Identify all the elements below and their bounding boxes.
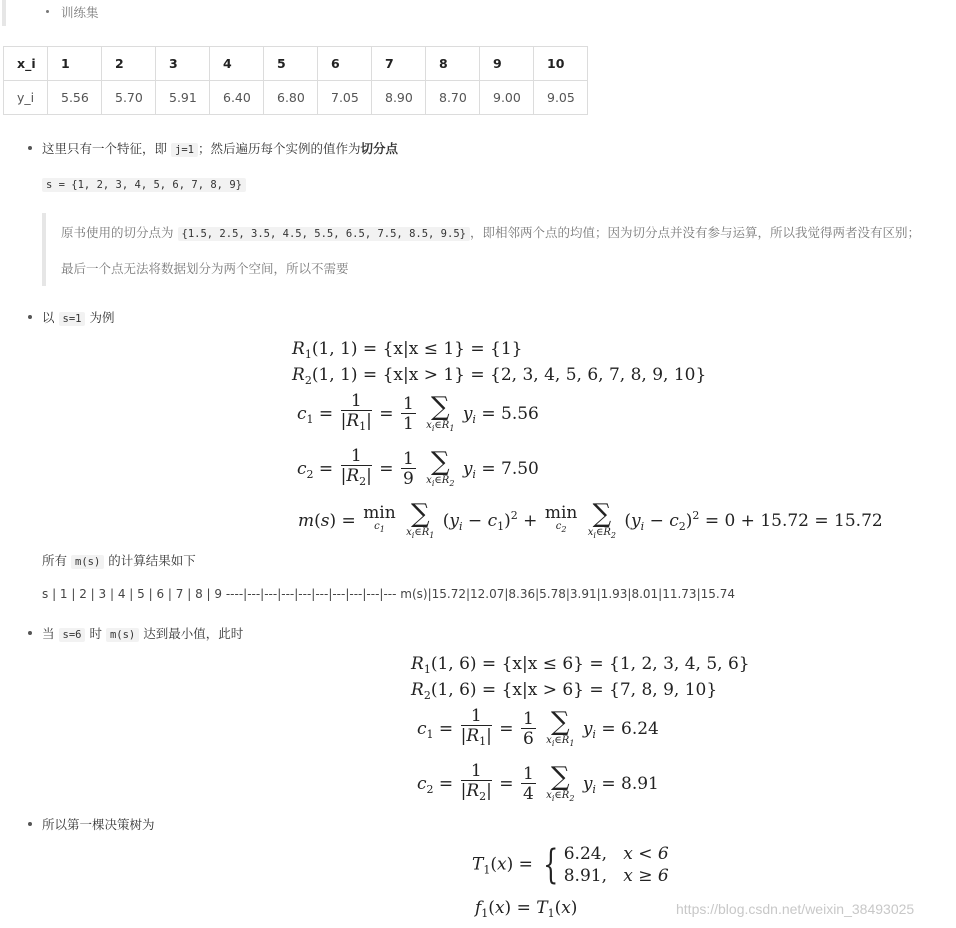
- bullet-dot: [28, 315, 32, 319]
- table-cell: 5.70: [102, 81, 156, 115]
- table-cell: 2: [102, 47, 156, 81]
- inline-code: {1.5, 2.5, 3.5, 4.5, 5.5, 6.5, 7.5, 8.5, 9.5}: [178, 227, 470, 241]
- eq-c1-s6: $c_1$ = $\frac{1}{|R_1|}$ = $\frac{1}{6}$ ∑ $x_i\in R_1$ $y_i = 6.24$: [417, 706, 659, 749]
- table-cell: 6.80: [264, 81, 318, 115]
- inline-code: s=6: [59, 628, 86, 642]
- text-span: 这里只有一个特征，即: [42, 141, 168, 156]
- table-cell: 6: [318, 47, 372, 81]
- min-at-s6-label: [42, 624, 243, 642]
- bullet-dot: [28, 631, 32, 635]
- eq-m-s1: m(s) = min $c_1$ ∑ $x_i\in R_1$ $(y_i - c_1)^2 + \min$ $c_2$ ∑ $x_i\in R_2$ $(y_i - c_2)^2 = 0 + 15.72 = 15.72$: [298, 499, 883, 540]
- math-text: {x|x ≤ 1} = {1}: [382, 339, 523, 359]
- training-data-table: [3, 46, 588, 115]
- example-s1-label: [42, 308, 114, 326]
- table-cell: 3: [156, 47, 210, 81]
- blockquote-bar: [42, 213, 46, 286]
- text-span: 以: [42, 310, 55, 325]
- table-cell: 7: [372, 47, 426, 81]
- table-cell: 8.90: [372, 81, 426, 115]
- ms-results-row: s | 1 | 2 | 3 | 4 | 5 | 6 | 7 | 8 | 9 ----|---|---|---|---|---|---|---|---|--- m(s)|15.72|12.07|8.36|5.78|3.91|1.93|8.01|11.73|15.74: [42, 587, 735, 601]
- all-ms-label: [42, 551, 196, 569]
- math-text: x < 6: [623, 844, 669, 864]
- eq-c1-s1: $c_1$ = $\frac{1}{|R_1|}$ = $\frac{1}{1}$ ∑ $x_i\in R_1$ $y_i = 5.56$: [297, 391, 539, 434]
- table-cell: 9: [480, 47, 534, 81]
- table-header-row: [4, 47, 588, 81]
- table-cell: 7.05: [318, 81, 372, 115]
- table-cell: 9.00: [480, 81, 534, 115]
- inline-code: s = {1, 2, 3, 4, 5, 6, 7, 8, 9}: [42, 178, 246, 192]
- math-text: 6.24: [621, 719, 659, 739]
- math-text: 6.24,: [563, 844, 607, 864]
- text-span: ，即相邻两个点的均值；因为切分点并没有参与运算，所以我觉得两者没有区别；: [469, 225, 920, 240]
- eq-tree-t1: $T_1(x)$ = { 6.24, x < 6 8.91, x ≥ 6: [472, 842, 669, 888]
- table-cell: 6.40: [210, 81, 264, 115]
- bullet-dot: [46, 10, 49, 13]
- math-text: 8.91,: [563, 866, 607, 886]
- text-span: 的计算结果如下: [108, 553, 196, 568]
- text-span: 为例: [89, 310, 115, 325]
- left-brace: {: [543, 842, 559, 888]
- math-text: {x|x ≤ 6} = {1, 2, 3, 4, 5, 6}: [501, 654, 750, 674]
- table-cell: 5: [264, 47, 318, 81]
- math-text: x ≥ 6: [623, 866, 669, 886]
- text-span: 原书使用的切分点为: [61, 225, 174, 240]
- feature-description: [42, 139, 398, 157]
- math-text: {x|x > 1} = {2, 3, 4, 5, 6, 7, 8, 9, 10}: [382, 365, 707, 385]
- table-cell: x_i: [4, 47, 48, 81]
- inline-code: s=1: [59, 312, 86, 326]
- piecewise-cases: [564, 843, 669, 887]
- quote-line-2: 最后一个点无法将数据划分为两个空间，所以不需要: [61, 261, 349, 276]
- bold-term: 切分点: [360, 141, 398, 156]
- math-text: 8.91: [621, 774, 659, 794]
- table-cell: 5.91: [156, 81, 210, 115]
- quote-line-1: [61, 223, 920, 241]
- text-span: 达到最小值，此时: [143, 626, 244, 641]
- training-set-label: 训练集: [61, 5, 99, 20]
- table-cell: 4: [210, 47, 264, 81]
- text-span: 当: [42, 626, 55, 641]
- math-text: = 0 + 15.72 = 15.72: [704, 511, 883, 531]
- math-text: {x|x > 6} = {7, 8, 9, 10}: [501, 680, 718, 700]
- inline-code: j=1: [171, 143, 198, 157]
- text-span: ；然后遍历每个实例的值作为: [197, 141, 361, 156]
- table-cell: 10: [534, 47, 588, 81]
- eq-c2-s6: $c_2$ = $\frac{1}{|R_2|}$ = $\frac{1}{4}$ ∑ $x_i\in R_2$ $y_i = 8.91$: [417, 761, 659, 804]
- table-cell: y_i: [4, 81, 48, 115]
- inline-code: m(s): [106, 628, 139, 642]
- math-text: 7.50: [501, 459, 539, 479]
- eq-c2-s1: $c_2$ = $\frac{1}{|R_2|}$ = $\frac{1}{9}$ ∑ $x_i\in R_2$ $y_i = 7.50$: [297, 446, 539, 489]
- table-cell: 5.56: [48, 81, 102, 115]
- table-cell: 1: [48, 47, 102, 81]
- blockquote-bar-top: [2, 0, 6, 26]
- split-points-code: [42, 176, 246, 191]
- table-cell: 8.70: [426, 81, 480, 115]
- inline-code: m(s): [71, 555, 104, 569]
- watermark-url: https://blog.csdn.net/weixin_38493025: [676, 901, 915, 917]
- eq-r1-s1: $R_1(1$, 1) = {x|x ≤ 1} = {1}: [292, 339, 523, 361]
- first-tree-label: 所以第一棵决策树为: [42, 817, 155, 832]
- math-text: 5.56: [501, 404, 539, 424]
- text-span: 所有: [42, 553, 68, 568]
- text-span: 时: [89, 626, 102, 641]
- table-cell: 8: [426, 47, 480, 81]
- table-row: [4, 81, 588, 115]
- bullet-dot: [28, 146, 32, 150]
- eq-tree-f1: $f_1(x) = T_1(x)$: [475, 898, 578, 920]
- eq-r1-s6: $R_1(1$, 6) = {x|x ≤ 6} = {1, 2, 3, 4, 5, 6}: [411, 654, 750, 676]
- eq-r2-s1: $R_2(1$, 1) = {x|x > 1} = {2, 3, 4, 5, 6, 7, 8, 9, 10}: [292, 365, 707, 387]
- eq-r2-s6: $R_2(1$, 6) = {x|x > 6} = {7, 8, 9, 10}: [411, 680, 718, 702]
- bullet-dot: [28, 822, 32, 826]
- table-cell: 9.05: [534, 81, 588, 115]
